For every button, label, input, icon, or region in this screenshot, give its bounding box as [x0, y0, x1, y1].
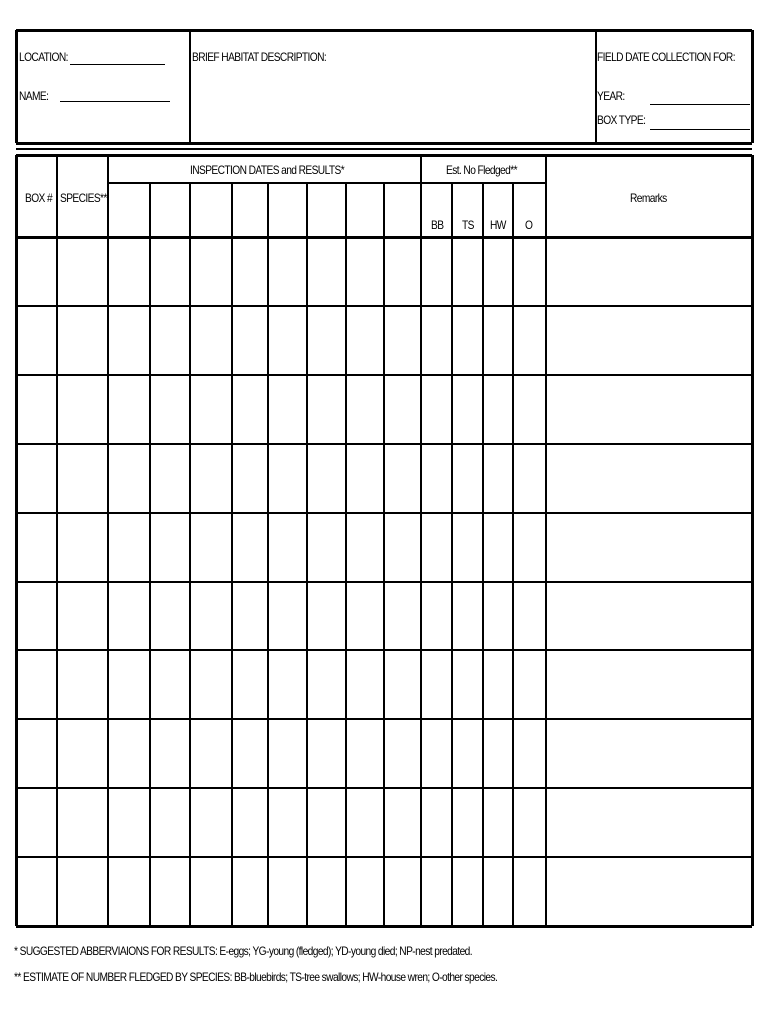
fledged-hw-cell[interactable] — [485, 859, 511, 924]
fledged-ts-cell[interactable] — [454, 652, 481, 717]
remarks-cell[interactable] — [548, 308, 750, 373]
species-cell[interactable] — [59, 652, 106, 717]
remarks-cell[interactable] — [548, 446, 750, 511]
fledged-hw-cell[interactable] — [485, 652, 511, 717]
fledged-o-cell[interactable] — [515, 652, 544, 717]
header-divider — [189, 30, 191, 143]
inspection-3-cell[interactable] — [192, 446, 230, 511]
fledged-ts-cell[interactable] — [454, 790, 481, 855]
species-cell[interactable] — [59, 446, 106, 511]
inspection-3-cell[interactable] — [192, 721, 230, 786]
row-divider — [16, 787, 752, 789]
species-cell[interactable] — [59, 515, 106, 580]
fledged-ts-cell[interactable] — [454, 859, 481, 924]
row-divider — [16, 718, 752, 720]
species-cell[interactable] — [59, 239, 106, 304]
inspection-4-cell[interactable] — [234, 721, 266, 786]
inspection-6-cell[interactable] — [309, 652, 344, 717]
inspection-4-cell[interactable] — [234, 515, 266, 580]
fledged-hw-header: HW — [490, 218, 506, 232]
inspection-5-cell[interactable] — [270, 515, 305, 580]
box-number-header: BOX # — [25, 191, 53, 205]
species-cell[interactable] — [59, 584, 106, 648]
inspection-1-cell[interactable] — [110, 584, 148, 648]
fledged-ts-cell[interactable] — [454, 515, 481, 580]
species-cell[interactable] — [59, 308, 106, 373]
fledged-ts-cell[interactable] — [454, 584, 481, 648]
row-divider — [16, 305, 752, 307]
fledged-o-cell[interactable] — [515, 584, 544, 648]
inspection-6-cell[interactable] — [309, 446, 344, 511]
column-divider — [383, 183, 385, 926]
species-cell[interactable] — [59, 377, 106, 442]
fledged-hw-cell[interactable] — [485, 377, 511, 442]
fledged-hw-cell[interactable] — [485, 515, 511, 580]
column-divider — [189, 183, 191, 926]
fledged-hw-cell[interactable] — [485, 790, 511, 855]
fledged-ts-cell[interactable] — [454, 721, 481, 786]
inspection-3-cell[interactable] — [192, 515, 230, 580]
inspection-2-cell[interactable] — [152, 721, 188, 786]
inspection-2-cell[interactable] — [152, 584, 188, 648]
inspection-5-cell[interactable] — [270, 790, 305, 855]
inspection-8-cell[interactable] — [386, 859, 419, 924]
header-bottom-border — [16, 142, 752, 145]
inspection-1-cell[interactable] — [110, 859, 148, 924]
fledged-ts-header: TS — [462, 218, 474, 232]
fledged-o-header: O — [525, 218, 533, 232]
inspection-7-cell[interactable] — [348, 377, 382, 442]
inspection-1-cell[interactable] — [110, 652, 148, 717]
column-divider — [306, 183, 308, 926]
inspection-7-cell[interactable] — [348, 515, 382, 580]
location-label: LOCATION: — [19, 50, 68, 64]
row-divider — [16, 649, 752, 651]
group-header-underline — [108, 182, 546, 184]
inspection-7-cell[interactable] — [348, 308, 382, 373]
box-number-cell[interactable] — [18, 239, 55, 304]
habitat-description-field[interactable] — [192, 68, 592, 138]
inspection-8-cell[interactable] — [386, 239, 419, 304]
species-cell[interactable] — [59, 721, 106, 786]
inspection-7-cell[interactable] — [348, 790, 382, 855]
year-field[interactable] — [650, 104, 750, 105]
year-label: YEAR: — [597, 89, 625, 103]
header-right-border — [751, 30, 754, 143]
fledged-ts-cell[interactable] — [454, 377, 481, 442]
remarks-cell[interactable] — [548, 859, 750, 924]
inspection-7-cell[interactable] — [348, 859, 382, 924]
species-header: SPECIES** — [60, 191, 107, 205]
inspection-6-cell[interactable] — [309, 790, 344, 855]
row-divider — [16, 512, 752, 514]
row-divider — [16, 374, 752, 376]
header-divider — [595, 30, 597, 143]
inspection-2-cell[interactable] — [152, 790, 188, 855]
box-number-cell[interactable] — [18, 790, 55, 855]
footnote-results-abbreviations: * SUGGESTED ABBERVIAIONS FOR RESULTS: E-eggs; YG-young (fledged); YD-young died; NP-nest predated. — [14, 944, 472, 958]
inspection-4-cell[interactable] — [234, 377, 266, 442]
inspection-7-cell[interactable] — [348, 652, 382, 717]
inspection-5-cell[interactable] — [270, 584, 305, 648]
box-number-cell[interactable] — [18, 584, 55, 648]
inspection-5-cell[interactable] — [270, 239, 305, 304]
fledged-ts-cell[interactable] — [454, 446, 481, 511]
inspection-2-cell[interactable] — [152, 515, 188, 580]
box-type-field[interactable] — [650, 129, 750, 130]
inspection-3-cell[interactable] — [192, 239, 230, 304]
fledged-bb-cell[interactable] — [423, 308, 450, 373]
remarks-cell[interactable] — [548, 515, 750, 580]
box-number-cell[interactable] — [18, 308, 55, 373]
est-no-fledged-header: Est. No Fledged** — [446, 163, 517, 177]
fledged-o-cell[interactable] — [515, 377, 544, 442]
inspection-8-cell[interactable] — [386, 308, 419, 373]
column-divider — [231, 183, 233, 926]
habitat-description-label: BRIEF HABITAT DESCRIPTION: — [192, 50, 327, 64]
row-divider — [16, 581, 752, 583]
inspection-8-cell[interactable] — [386, 377, 419, 442]
row-divider — [16, 443, 752, 445]
fledged-o-cell[interactable] — [515, 515, 544, 580]
box-number-cell[interactable] — [18, 446, 55, 511]
fledged-bb-cell[interactable] — [423, 790, 450, 855]
inspection-8-cell[interactable] — [386, 721, 419, 786]
inspection-5-cell[interactable] — [270, 308, 305, 373]
fledged-bb-cell[interactable] — [423, 652, 450, 717]
box-number-cell[interactable] — [18, 377, 55, 442]
remarks-header: Remarks — [630, 191, 667, 205]
inspection-7-cell[interactable] — [348, 584, 382, 648]
inspection-7-cell[interactable] — [348, 446, 382, 511]
separator-line — [16, 148, 752, 150]
remarks-cell[interactable] — [548, 377, 750, 442]
inspection-8-cell[interactable] — [386, 790, 419, 855]
box-number-cell[interactable] — [18, 859, 55, 924]
inspection-6-cell[interactable] — [309, 859, 344, 924]
column-divider — [149, 183, 151, 926]
inspection-6-cell[interactable] — [309, 377, 344, 442]
fledged-o-cell[interactable] — [515, 308, 544, 373]
inspection-4-cell[interactable] — [234, 239, 266, 304]
remarks-cell[interactable] — [548, 239, 750, 304]
box-type-label: BOX TYPE: — [597, 113, 646, 127]
table-right-border — [751, 155, 754, 926]
inspection-4-cell[interactable] — [234, 859, 266, 924]
fledged-bb-cell[interactable] — [423, 377, 450, 442]
inspection-6-cell[interactable] — [309, 239, 344, 304]
inspection-1-cell[interactable] — [110, 790, 148, 855]
inspection-2-cell[interactable] — [152, 859, 188, 924]
box-number-cell[interactable] — [18, 515, 55, 580]
inspection-3-cell[interactable] — [192, 790, 230, 855]
inspection-5-cell[interactable] — [270, 377, 305, 442]
name-label: NAME: — [19, 89, 49, 103]
inspection-5-cell[interactable] — [270, 446, 305, 511]
inspection-4-cell[interactable] — [234, 652, 266, 717]
inspection-2-cell[interactable] — [152, 239, 188, 304]
inspection-6-cell[interactable] — [309, 308, 344, 373]
species-cell[interactable] — [59, 859, 106, 924]
fledged-o-cell[interactable] — [515, 721, 544, 786]
inspection-4-cell[interactable] — [234, 584, 266, 648]
inspection-4-cell[interactable] — [234, 790, 266, 855]
fledged-hw-cell[interactable] — [485, 584, 511, 648]
fledged-o-cell[interactable] — [515, 790, 544, 855]
inspection-1-cell[interactable] — [110, 515, 148, 580]
inspection-3-cell[interactable] — [192, 308, 230, 373]
column-divider — [451, 183, 453, 926]
fledged-o-cell[interactable] — [515, 859, 544, 924]
inspection-3-cell[interactable] — [192, 859, 230, 924]
table-top-border — [16, 154, 752, 157]
inspection-3-cell[interactable] — [192, 652, 230, 717]
inspection-4-cell[interactable] — [234, 308, 266, 373]
inspection-3-cell[interactable] — [192, 377, 230, 442]
fledged-bb-cell[interactable] — [423, 721, 450, 786]
fledged-hw-cell[interactable] — [485, 308, 511, 373]
inspection-8-cell[interactable] — [386, 584, 419, 648]
fledged-hw-cell[interactable] — [485, 721, 511, 786]
fledged-o-cell[interactable] — [515, 446, 544, 511]
location-field[interactable] — [70, 64, 165, 65]
fledged-bb-header: BB — [431, 218, 444, 232]
inspection-1-cell[interactable] — [110, 721, 148, 786]
name-field[interactable] — [60, 101, 170, 102]
species-cell[interactable] — [59, 790, 106, 855]
inspection-7-cell[interactable] — [348, 721, 382, 786]
remarks-cell[interactable] — [548, 721, 750, 786]
inspection-3-cell[interactable] — [192, 584, 230, 648]
inspection-1-cell[interactable] — [110, 446, 148, 511]
fledged-bb-cell[interactable] — [423, 859, 450, 924]
remarks-cell[interactable] — [548, 652, 750, 717]
inspection-5-cell[interactable] — [270, 652, 305, 717]
fledged-bb-cell[interactable] — [423, 446, 450, 511]
fledged-hw-cell[interactable] — [485, 446, 511, 511]
column-divider — [107, 155, 109, 926]
inspection-2-cell[interactable] — [152, 377, 188, 442]
inspection-4-cell[interactable] — [234, 446, 266, 511]
fledged-ts-cell[interactable] — [454, 308, 481, 373]
column-divider — [345, 183, 347, 926]
column-divider — [482, 183, 484, 926]
fledged-hw-cell[interactable] — [485, 239, 511, 304]
remarks-cell[interactable] — [548, 790, 750, 855]
column-divider — [545, 155, 547, 926]
remarks-cell[interactable] — [548, 584, 750, 648]
header-top-border — [16, 29, 752, 32]
inspection-1-cell[interactable] — [110, 377, 148, 442]
inspection-6-cell[interactable] — [309, 584, 344, 648]
inspection-8-cell[interactable] — [386, 652, 419, 717]
fledged-ts-cell[interactable] — [454, 239, 481, 304]
inspection-dates-header: INSPECTION DATES and RESULTS* — [190, 163, 345, 177]
inspection-8-cell[interactable] — [386, 446, 419, 511]
column-divider — [267, 183, 269, 926]
inspection-2-cell[interactable] — [152, 308, 188, 373]
inspection-6-cell[interactable] — [309, 515, 344, 580]
inspection-5-cell[interactable] — [270, 721, 305, 786]
header-left-border — [15, 30, 18, 143]
column-divider — [420, 155, 422, 926]
fledged-o-cell[interactable] — [515, 239, 544, 304]
field-date-label: FIELD DATE COLLECTION FOR: — [597, 50, 735, 64]
inspection-5-cell[interactable] — [270, 859, 305, 924]
inspection-1-cell[interactable] — [110, 308, 148, 373]
inspection-2-cell[interactable] — [152, 446, 188, 511]
column-divider — [512, 183, 514, 926]
inspection-1-cell[interactable] — [110, 239, 148, 304]
box-number-cell[interactable] — [18, 721, 55, 786]
footnote-fledged-estimate: ** ESTIMATE OF NUMBER FLEDGED BY SPECIES: BB-bluebirds; TS-tree swallows; HW-house wren; O-other species. — [14, 970, 498, 984]
row-divider — [16, 856, 752, 858]
fledged-bb-cell[interactable] — [423, 239, 450, 304]
inspection-6-cell[interactable] — [309, 721, 344, 786]
fledged-bb-cell[interactable] — [423, 584, 450, 648]
inspection-2-cell[interactable] — [152, 652, 188, 717]
box-number-cell[interactable] — [18, 652, 55, 717]
inspection-8-cell[interactable] — [386, 515, 419, 580]
fledged-bb-cell[interactable] — [423, 515, 450, 580]
inspection-7-cell[interactable] — [348, 239, 382, 304]
column-divider — [56, 155, 58, 926]
